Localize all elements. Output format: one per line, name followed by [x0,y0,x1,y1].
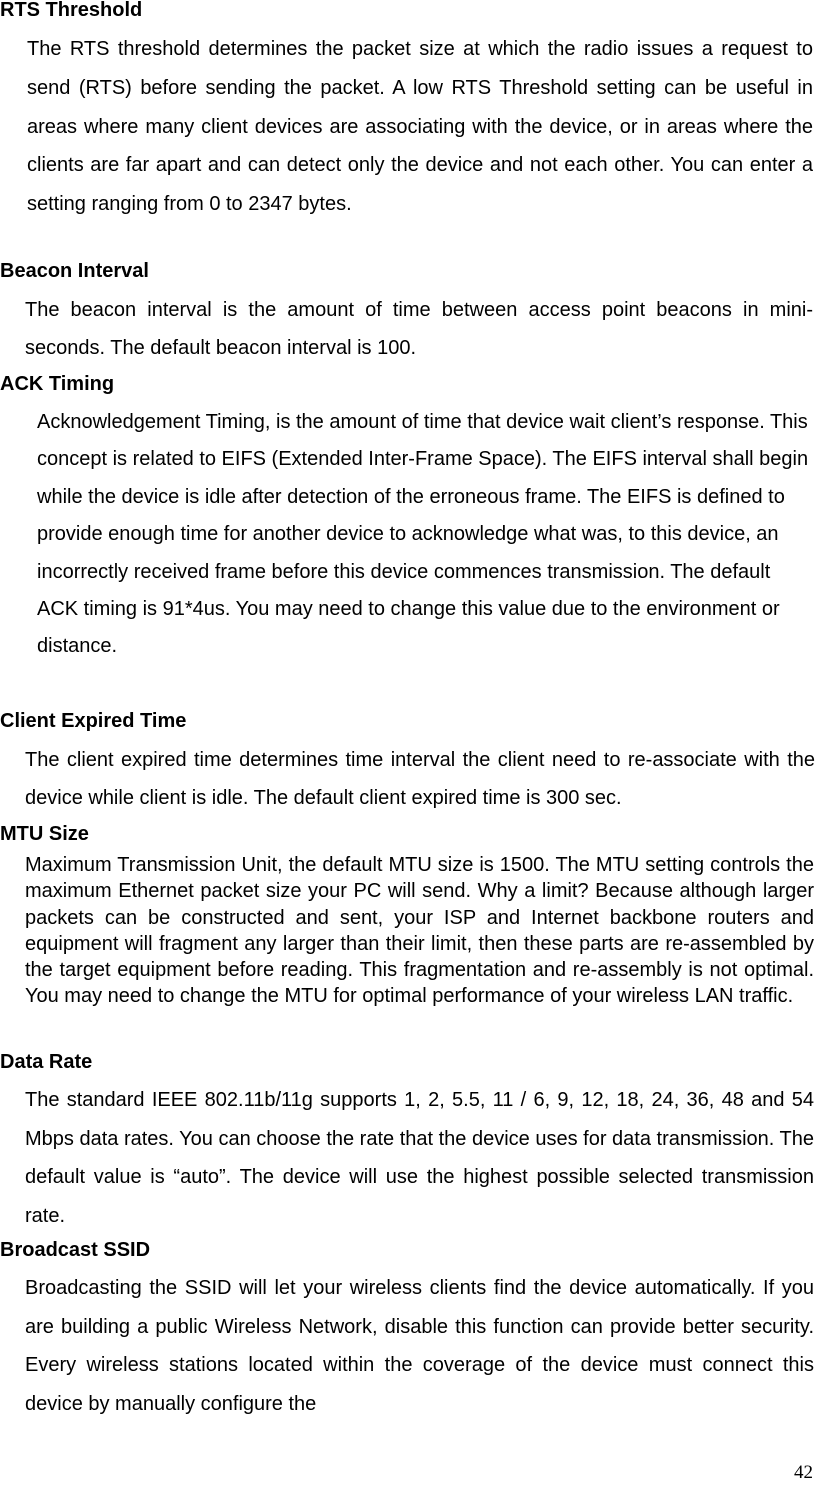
ack-timing-text: Acknowledgement Timing, is the amount of time that device wait client’s response. This concept is related to EIFS (Extended Inter-Frame Space). The EIFS interval shall begin while the device is idle after detection of the erroneous frame. The EIFS is defined to provide enough time for another device to acknowledge what was, to this device, an incorrectly received frame before this device commences transmission. The default ACK timing is 91*4us. You may need to change this value due to the environment or distance. [37,411,809,658]
mtu-size-text: Maximum Transmission Unit, the default MTU size is 1500. The MTU setting controls the maximum Ethernet packet size your PC will send. Why a limit? Because although larger packets can be constructed and sent, your ISP and Internet backbone routers and equipment will fragment any larger than their limit, then these parts are re-assembled by the target equipment before reading. This fragmentation and re-assembly is not optimal. You may need to change the MTU for optimal performance of your wireless LAN traffic. [25,854,814,1008]
client-expired-time-text: The client expired time determines time interval the client need to re-associate with the device while client is idle. The default client expired time is 300 sec. [25,749,815,810]
page-number: 42 [794,1462,813,1483]
broadcast-ssid-heading: Broadcast SSID [0,1239,151,1261]
beacon-interval-text: The beacon interval is the amount of time between access point beacons in mini-seconds. The default beacon interval is 100. [25,299,813,359]
client-expired-time-heading: Client Expired Time [0,710,187,732]
ack-timing-heading: ACK Timing [0,373,115,395]
broadcast-ssid-text: Broadcasting the SSID will let your wireless clients find the device automatically. If you are building a public Wireless Network, disable this function can provide better security. Every wireless stations located within the coverage of the device must connect this device by manually configure the [25,1277,814,1415]
rts-threshold-heading: RTS Threshold [0,0,143,21]
mtu-size-heading: MTU Size [0,823,89,845]
rts-threshold-text: The RTS threshold determines the packet size at which the radio issues a request to send (RTS) before sending the packet. A low RTS Threshold setting can be useful in areas where many client devices are associating with the device, or in areas where the clients are far apart and can detect only the device and not each other. You can enter a setting ranging from 0 to 2347 bytes. [27,38,813,216]
data-rate-heading: Data Rate [0,1051,93,1073]
beacon-interval-heading: Beacon Interval [0,260,149,282]
data-rate-text: The standard IEEE 802.11b/11g supports 1, 2, 5.5, 11 / 6, 9, 12, 18, 24, 36, 48 and 54 Mbps data rates. You can choose the rate that the device uses for data transmission. The default value is “auto”. The device will use the highest possible selected transmission rate. [25,1089,814,1228]
